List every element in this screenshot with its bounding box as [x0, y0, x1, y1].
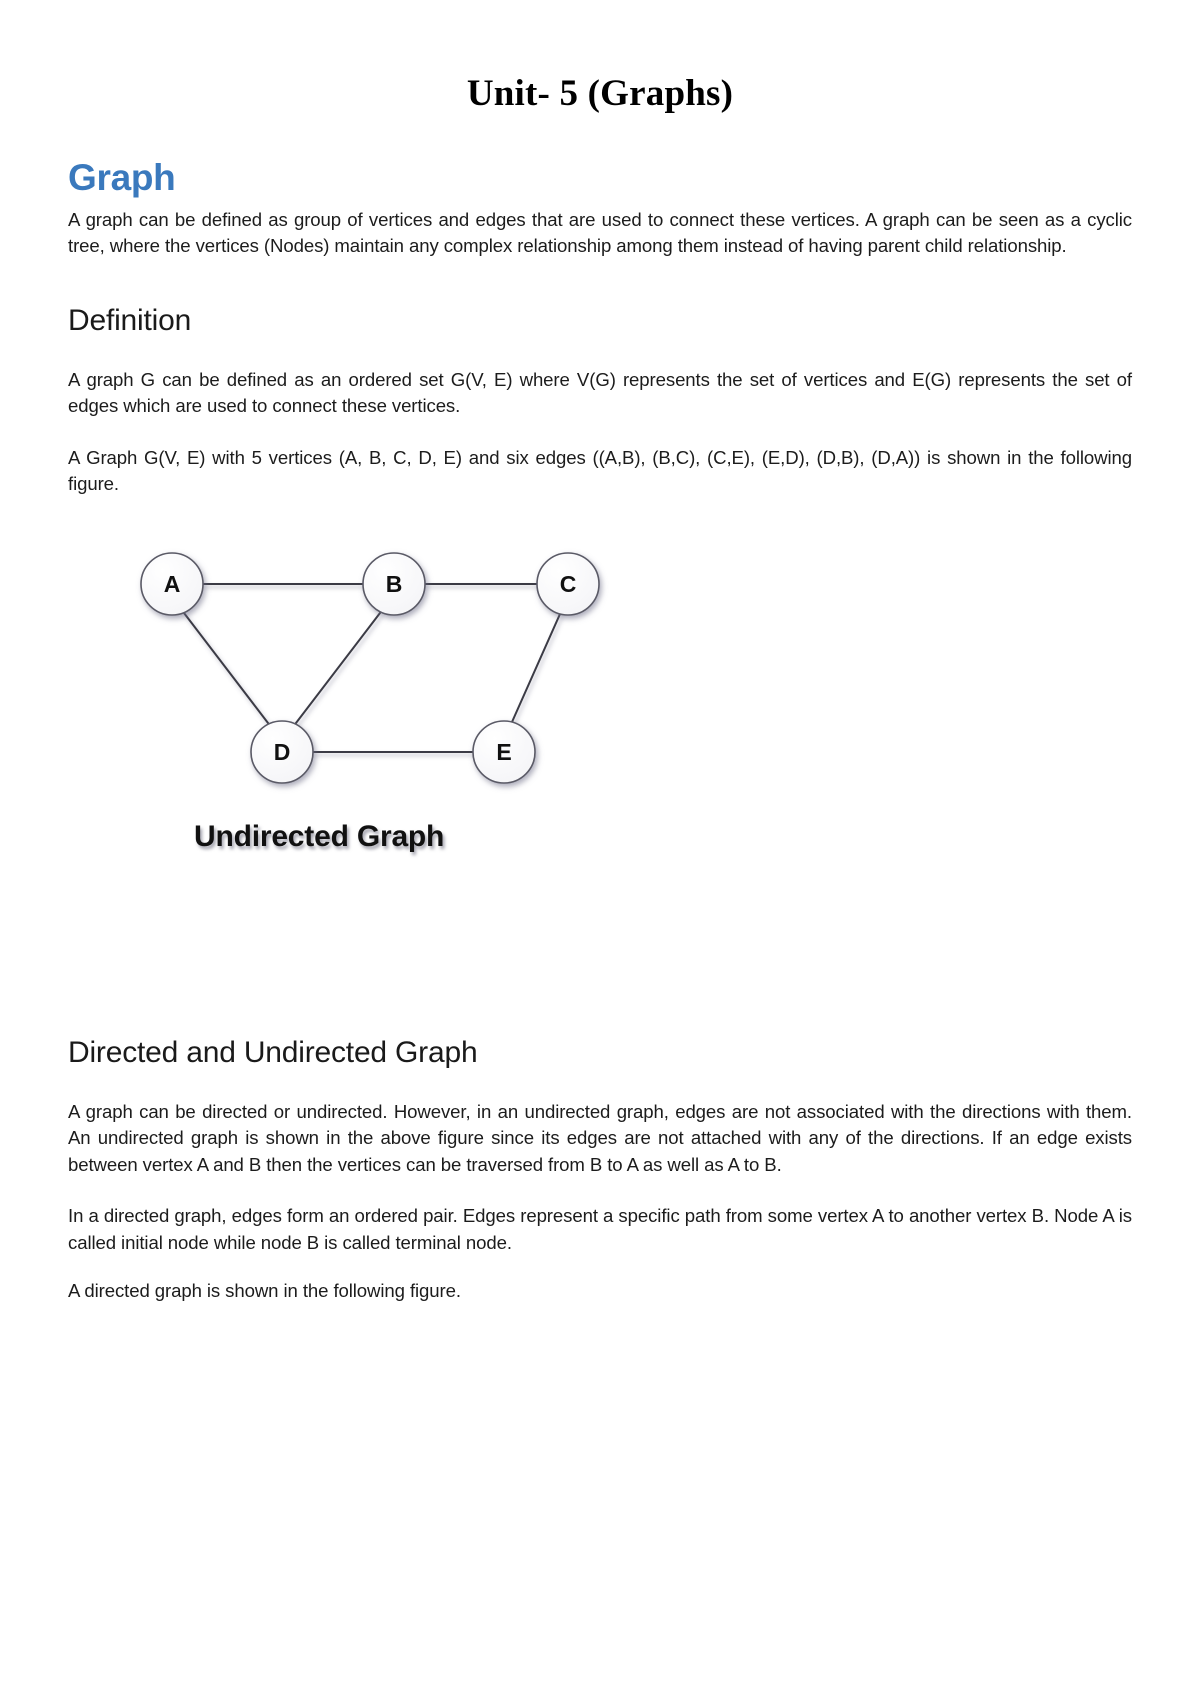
graph-node-label-c: C	[559, 570, 577, 597]
figure-caption: Undirected Graph	[194, 819, 445, 853]
paragraph-directed-1: A graph can be directed or undirected. However, in an undirected graph, edges are not associated with the directions with them. An undirected graph is shown in the above figure since its edges are not attached with any of the directions. If an edge exists between vertex A and B then the vertices can be traversed from B to A as well as A to B.	[68, 1100, 1132, 1175]
graph-nodes	[141, 553, 599, 783]
graph-node-c	[537, 553, 599, 615]
page-title: Unit- 5 (Graphs)	[466, 73, 734, 114]
heading-graph: Graph	[68, 157, 176, 198]
graph-node-a	[141, 553, 203, 615]
heading-directed-and-undirected: Directed and Undirected Graph	[68, 1035, 478, 1069]
graph-node-e	[473, 721, 535, 783]
paragraph-directed-2: In a directed graph, edges form an ordered pair. Edges represent a specific path from some vertex A to another vertex B. Node A is called initial node while node B is called terminal node.	[68, 1205, 1132, 1253]
undirected-graph-figure	[74, 532, 634, 932]
paragraph-directed-3: A directed graph is shown in the following figure.	[68, 1280, 461, 1302]
graph-node-d	[251, 721, 313, 783]
paragraph-graph-intro: A graph can be defined as group of vertices and edges that are used to connect these vertices. A graph can be seen as a cyclic tree, where the vertices (Nodes) maintain any complex relationship among them instead of having parent child relationship.	[68, 208, 1132, 257]
edge-d-a	[184, 613, 268, 723]
graph-node-b	[363, 553, 425, 615]
graph-node-label-b: B	[385, 570, 403, 597]
edge-c-e	[512, 614, 560, 722]
graph-node-label-a: A	[163, 570, 181, 597]
graph-node-label-e: E	[496, 738, 512, 765]
edge-d-b	[296, 613, 380, 723]
paragraph-definition-2: A Graph G(V, E) with 5 vertices (A, B, C, D, E) and six edges ((A,B), (B,C), (C,E), (E,D), (D,B), (D,A)) is shown in the following figure.	[68, 446, 1132, 495]
graph-node-label-d: D	[273, 738, 291, 765]
graph-diagram-svg	[74, 532, 634, 822]
heading-definition: Definition	[68, 303, 192, 337]
paragraph-definition-1: A graph G can be defined as an ordered set G(V, E) where V(G) represents the set of vertices and E(G) represents the set of edges which are used to connect these vertices.	[68, 368, 1132, 417]
